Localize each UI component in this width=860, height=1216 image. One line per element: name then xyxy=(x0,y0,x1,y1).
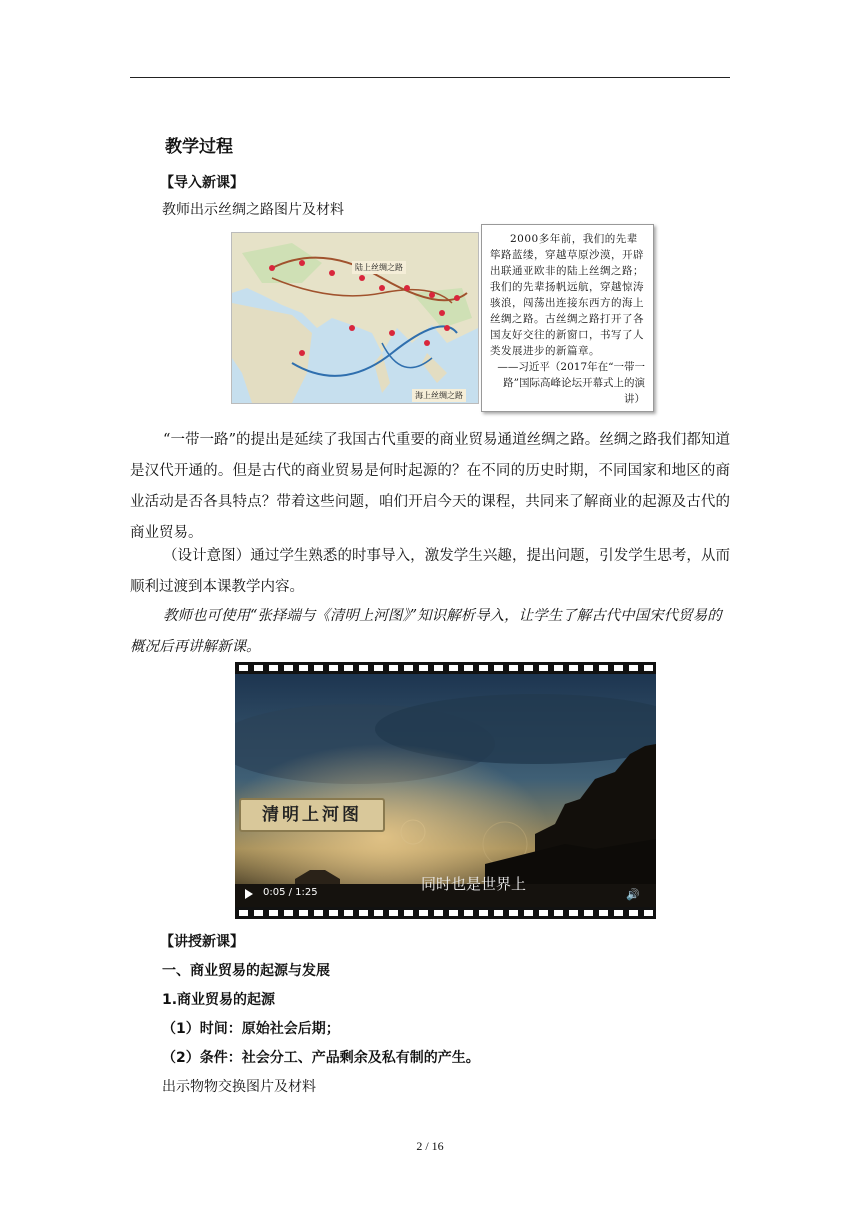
video-controls xyxy=(235,884,656,907)
alt-intro-note: 教师也可使用“张择端与《清明上河图》”知识解析导入，让学生了解古代中国宋代贸易的概况后再讲解新课。 xyxy=(130,608,722,655)
lecture-caption: 出示物物交换图片及材料 xyxy=(162,1079,316,1095)
section-title: 教学过程 xyxy=(165,137,233,157)
silk-road-map xyxy=(231,232,479,404)
lecture-heading: 【讲授新课】 xyxy=(160,934,244,950)
xi-quote-box xyxy=(481,224,654,412)
video-subtitle: 同时也是世界上 xyxy=(421,875,527,893)
film-sprockets-bottom xyxy=(235,908,656,918)
header-rule xyxy=(130,77,730,78)
video-player[interactable] xyxy=(235,662,656,919)
play-icon[interactable] xyxy=(245,889,253,899)
page-number: 2 / 16 xyxy=(416,1139,444,1153)
lecture-point-2: （2）条件：社会分工、产品剩余及私有制的产生。 xyxy=(162,1050,480,1066)
map-graphic xyxy=(232,233,478,403)
film-sprockets-top xyxy=(235,663,656,673)
title-scroll-banner: 清明上河图 xyxy=(239,798,385,832)
video-time: 0:05 / 1:25 xyxy=(263,887,318,898)
lecture-point-1: （1）时间：原始社会后期； xyxy=(162,1021,340,1037)
design-intent: （设计意图）通过学生熟悉的时事导入，激发学生兴趣，提出问题，引发学生思考，从而顺利过渡到本课教学内容。 xyxy=(130,548,730,595)
quote-source: ——习近平（2017年在“一带一路”国际高峰论坛开幕式上的演讲） xyxy=(497,361,645,405)
video-frame xyxy=(235,674,656,907)
volume-icon[interactable]: 🔊 xyxy=(626,888,640,901)
intro-heading: 【导入新课】 xyxy=(160,175,244,191)
lecture-sub-1: 1.商业贸易的起源 xyxy=(162,992,276,1008)
quote-body: 2000多年前，我们的先辈筚路蓝缕，穿越草原沙漠，开辟出联通亚欧非的陆上丝绸之路；我们的先辈扬帆远航，穿越惊涛骇浪，闯荡出连接东西方的海上丝绸之路。古丝绸之路打开了各国友好交往的新窗口，书写了人类发展进步的新篇章。 xyxy=(490,233,644,357)
land-route-label: 陆上丝绸之路 xyxy=(352,261,406,274)
intro-caption: 教师出示丝绸之路图片及材料 xyxy=(162,202,344,218)
lecture-section-1: 一、商业贸易的起源与发展 xyxy=(162,963,330,979)
intro-paragraph: “一带一路”的提出是延续了我国古代重要的商业贸易通道丝绸之路。丝绸之路我们都知道是汉代开通的。但是古代的商业贸易是何时起源的？在不同的历史时期，不同国家和地区的商业活动是否各具特点？带着这些问题，咱们开启今天的课程，共同来了解商业的起源及古代的商业贸易。 xyxy=(130,432,730,541)
sea-route-label: 海上丝绸之路 xyxy=(412,389,466,402)
